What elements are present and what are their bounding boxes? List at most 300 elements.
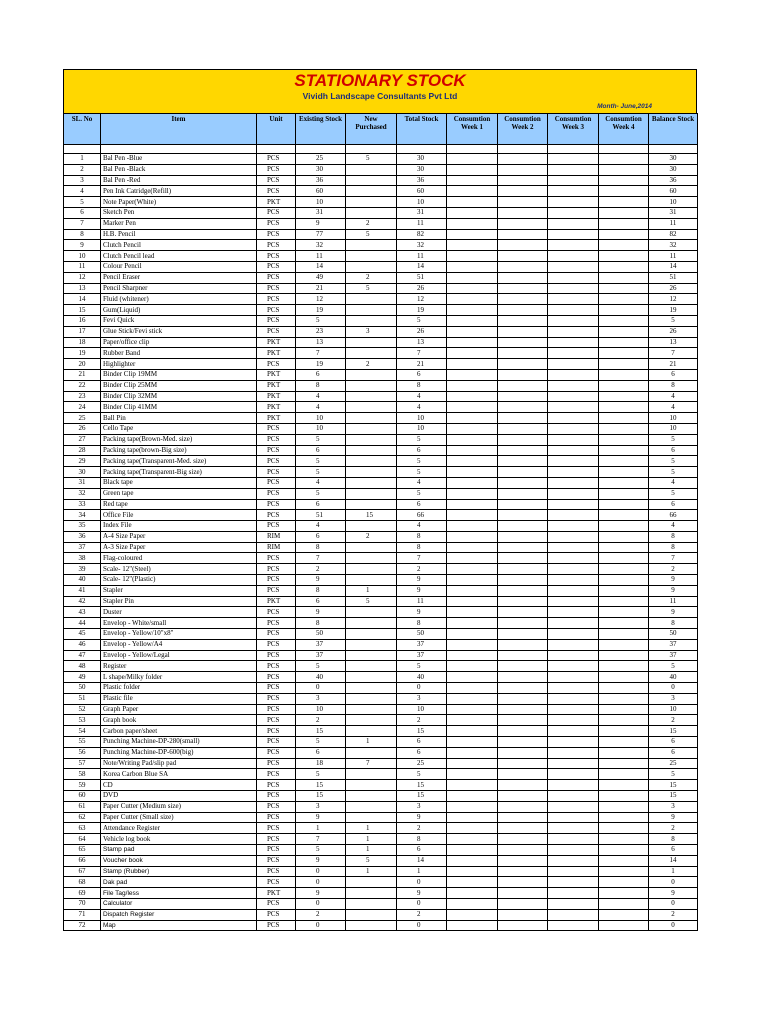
- cell-total-stock: 5: [397, 769, 447, 780]
- cell-unit: PKT: [257, 888, 296, 899]
- cell-unit: PCS: [257, 758, 296, 769]
- cell-consumption-week-2: [498, 207, 548, 218]
- cell-item: Office File: [101, 510, 257, 521]
- cell-consumption-week-4: [599, 780, 649, 791]
- table-row: [64, 186, 698, 197]
- cell-existing-stock: 7: [296, 348, 346, 359]
- table-row: [64, 683, 698, 694]
- cell-unit: PCS: [257, 704, 296, 715]
- cell-item: Attendance Register: [101, 823, 257, 834]
- cell-total-stock: 32: [397, 240, 447, 251]
- cell-item: Clutch Pencil: [101, 240, 257, 251]
- cell-consumption-week-1: [447, 348, 498, 359]
- header-unit: Unit: [257, 114, 296, 145]
- cell-unit: PCS: [257, 218, 296, 229]
- cell-new-purchased: [346, 369, 397, 380]
- cell-consumption-week-1: [447, 672, 498, 683]
- cell-consumption-week-1: [447, 618, 498, 629]
- cell-balance-stock: 2: [649, 715, 698, 726]
- cell-consumption-week-3: [548, 423, 599, 434]
- cell-existing-stock: 5: [296, 315, 346, 326]
- cell-total-stock: 15: [397, 791, 447, 802]
- cell-balance-stock: 0: [649, 920, 698, 931]
- cell-sl-no: 72: [64, 920, 101, 931]
- cell-consumption-week-1: [447, 650, 498, 661]
- cell-item: Paper Cutter (Small size): [101, 812, 257, 823]
- table-row: [64, 693, 698, 704]
- cell-balance-stock: 12: [649, 294, 698, 305]
- cell-balance-stock: 8: [649, 834, 698, 845]
- cell-consumption-week-4: [599, 650, 649, 661]
- cell-consumption-week-1: [447, 639, 498, 650]
- cell-balance-stock: 13: [649, 337, 698, 348]
- cell-existing-stock: 10: [296, 413, 346, 424]
- cell-consumption-week-2: [498, 272, 548, 283]
- cell-unit: PCS: [257, 305, 296, 316]
- cell-consumption-week-4: [599, 380, 649, 391]
- cell-consumption-week-4: [599, 542, 649, 553]
- cell-consumption-week-4: [599, 197, 649, 208]
- sheet-title: STATIONARY STOCK: [294, 71, 466, 90]
- cell-new-purchased: [346, 315, 397, 326]
- cell-sl-no: 69: [64, 888, 101, 899]
- table-row: [64, 229, 698, 240]
- cell-consumption-week-4: [599, 272, 649, 283]
- cell-consumption-week-4: [599, 434, 649, 445]
- cell-consumption-week-3: [548, 866, 599, 877]
- cell-existing-stock: 5: [296, 737, 346, 748]
- cell-unit: PCS: [257, 683, 296, 694]
- table-row: [64, 801, 698, 812]
- cell-total-stock: 2: [397, 909, 447, 920]
- cell-sl-no: 52: [64, 704, 101, 715]
- cell-total-stock: 15: [397, 726, 447, 737]
- cell-total-stock: 5: [397, 467, 447, 478]
- cell-consumption-week-1: [447, 456, 498, 467]
- cell-existing-stock: 8: [296, 585, 346, 596]
- table-row: [64, 456, 698, 467]
- table-row: [64, 920, 698, 931]
- cell-consumption-week-3: [548, 521, 599, 532]
- cell-consumption-week-2: [498, 791, 548, 802]
- cell-item: Black tape: [101, 477, 257, 488]
- cell-sl-no: 71: [64, 909, 101, 920]
- cell-consumption-week-4: [599, 456, 649, 467]
- cell-unit: PCS: [257, 510, 296, 521]
- table-row: [64, 715, 698, 726]
- cell-existing-stock: 5: [296, 467, 346, 478]
- cell-new-purchased: [346, 618, 397, 629]
- cell-item: Packing tape(Transparent-Big size): [101, 467, 257, 478]
- cell-unit: PCS: [257, 488, 296, 499]
- cell-consumption-week-2: [498, 218, 548, 229]
- cell-consumption-week-3: [548, 531, 599, 542]
- cell-sl-no: 39: [64, 564, 101, 575]
- cell-unit: PCS: [257, 791, 296, 802]
- cell-total-stock: 26: [397, 283, 447, 294]
- cell-total-stock: 2: [397, 823, 447, 834]
- table-row: [64, 823, 698, 834]
- cell-existing-stock: 13: [296, 337, 346, 348]
- cell-existing-stock: 31: [296, 207, 346, 218]
- cell-item: Graph book: [101, 715, 257, 726]
- cell-balance-stock: 10: [649, 423, 698, 434]
- cell-new-purchased: 15: [346, 510, 397, 521]
- cell-consumption-week-4: [599, 445, 649, 456]
- cell-new-purchased: [346, 661, 397, 672]
- cell-consumption-week-2: [498, 510, 548, 521]
- cell-balance-stock: 10: [649, 197, 698, 208]
- cell-consumption-week-2: [498, 877, 548, 888]
- cell-item: Packing tape(Transparent-Med. size): [101, 456, 257, 467]
- cell-consumption-week-3: [548, 704, 599, 715]
- cell-new-purchased: [346, 413, 397, 424]
- table-row: [64, 164, 698, 175]
- cell-consumption-week-4: [599, 186, 649, 197]
- cell-consumption-week-2: [498, 834, 548, 845]
- cell-consumption-week-4: [599, 704, 649, 715]
- cell-balance-stock: 60: [649, 186, 698, 197]
- cell-existing-stock: 40: [296, 672, 346, 683]
- cell-consumption-week-3: [548, 801, 599, 812]
- cell-balance-stock: 9: [649, 607, 698, 618]
- cell-existing-stock: 0: [296, 877, 346, 888]
- cell-new-purchased: [346, 240, 397, 251]
- cell-existing-stock: 14: [296, 261, 346, 272]
- cell-balance-stock: 15: [649, 726, 698, 737]
- cell-existing-stock: 32: [296, 240, 346, 251]
- cell-item: Scale- 12"(Steel): [101, 564, 257, 575]
- cell-consumption-week-1: [447, 251, 498, 262]
- cell-existing-stock: 15: [296, 791, 346, 802]
- cell-existing-stock: 7: [296, 553, 346, 564]
- cell-balance-stock: 15: [649, 780, 698, 791]
- cell-consumption-week-1: [447, 337, 498, 348]
- cell-total-stock: 15: [397, 780, 447, 791]
- cell-balance-stock: 15: [649, 791, 698, 802]
- cell-unit: PKT: [257, 369, 296, 380]
- cell-new-purchased: [346, 467, 397, 478]
- cell-consumption-week-3: [548, 791, 599, 802]
- cell-consumption-week-1: [447, 769, 498, 780]
- cell-unit: PCS: [257, 834, 296, 845]
- table-row: [64, 251, 698, 262]
- cell-consumption-week-1: [447, 499, 498, 510]
- cell-consumption-week-2: [498, 683, 548, 694]
- cell-consumption-week-4: [599, 845, 649, 856]
- cell-existing-stock: 10: [296, 423, 346, 434]
- cell-consumption-week-4: [599, 801, 649, 812]
- cell-consumption-week-4: [599, 639, 649, 650]
- cell-new-purchased: [346, 909, 397, 920]
- cell-consumption-week-4: [599, 866, 649, 877]
- cell-balance-stock: 37: [649, 639, 698, 650]
- cell-consumption-week-2: [498, 326, 548, 337]
- cell-consumption-week-4: [599, 175, 649, 186]
- cell-consumption-week-2: [498, 855, 548, 866]
- cell-consumption-week-3: [548, 629, 599, 640]
- table-row: [64, 596, 698, 607]
- cell-consumption-week-3: [548, 769, 599, 780]
- cell-balance-stock: 11: [649, 218, 698, 229]
- table-row: [64, 261, 698, 272]
- cell-consumption-week-2: [498, 380, 548, 391]
- cell-unit: PKT: [257, 402, 296, 413]
- table-row: [64, 726, 698, 737]
- cell-balance-stock: 10: [649, 704, 698, 715]
- cell-sl-no: 35: [64, 521, 101, 532]
- cell-total-stock: 13: [397, 337, 447, 348]
- cell-consumption-week-1: [447, 175, 498, 186]
- cell-sl-no: 10: [64, 251, 101, 262]
- cell-unit: PCS: [257, 272, 296, 283]
- table-row: [64, 294, 698, 305]
- cell-consumption-week-1: [447, 369, 498, 380]
- cell-unit: PCS: [257, 747, 296, 758]
- cell-consumption-week-2: [498, 499, 548, 510]
- cell-sl-no: 49: [64, 672, 101, 683]
- cell-new-purchased: [346, 747, 397, 758]
- cell-unit: PCS: [257, 251, 296, 262]
- cell-sl-no: 66: [64, 855, 101, 866]
- cell-unit: PCS: [257, 521, 296, 532]
- cell-sl-no: 22: [64, 380, 101, 391]
- cell-consumption-week-2: [498, 693, 548, 704]
- cell-sl-no: 3: [64, 175, 101, 186]
- cell-unit: PCS: [257, 639, 296, 650]
- cell-sl-no: 14: [64, 294, 101, 305]
- cell-item: A-3 Size Paper: [101, 542, 257, 553]
- cell-consumption-week-1: [447, 780, 498, 791]
- cell-item: Carbon paper/sheet: [101, 726, 257, 737]
- cell-consumption-week-1: [447, 683, 498, 694]
- cell-item: Stamp (Rubber): [101, 866, 257, 877]
- cell-balance-stock: 5: [649, 661, 698, 672]
- cell-new-purchased: [346, 175, 397, 186]
- cell-existing-stock: 25: [296, 154, 346, 165]
- cell-consumption-week-3: [548, 186, 599, 197]
- cell-item: Map: [101, 920, 257, 931]
- cell-consumption-week-1: [447, 693, 498, 704]
- cell-consumption-week-2: [498, 315, 548, 326]
- cell-new-purchased: [346, 780, 397, 791]
- cell-total-stock: 30: [397, 164, 447, 175]
- table-row: [64, 758, 698, 769]
- cell-balance-stock: 14: [649, 261, 698, 272]
- table-row: [64, 791, 698, 802]
- cell-consumption-week-2: [498, 531, 548, 542]
- cell-consumption-week-2: [498, 229, 548, 240]
- cell-consumption-week-2: [498, 542, 548, 553]
- header-row: [64, 114, 698, 145]
- cell-balance-stock: 0: [649, 898, 698, 909]
- cell-existing-stock: 9: [296, 607, 346, 618]
- cell-consumption-week-4: [599, 672, 649, 683]
- cell-consumption-week-3: [548, 467, 599, 478]
- cell-consumption-week-3: [548, 207, 599, 218]
- cell-total-stock: 6: [397, 499, 447, 510]
- cell-total-stock: 3: [397, 801, 447, 812]
- table-row: [64, 575, 698, 586]
- cell-consumption-week-2: [498, 154, 548, 165]
- cell-total-stock: 12: [397, 294, 447, 305]
- cell-sl-no: 54: [64, 726, 101, 737]
- cell-consumption-week-3: [548, 510, 599, 521]
- cell-item: Envelop - Yellow/A4: [101, 639, 257, 650]
- cell-balance-stock: 4: [649, 521, 698, 532]
- cell-sl-no: 2: [64, 164, 101, 175]
- cell-new-purchased: 5: [346, 283, 397, 294]
- cell-new-purchased: [346, 650, 397, 661]
- cell-sl-no: 31: [64, 477, 101, 488]
- table-row: [64, 845, 698, 856]
- cell-new-purchased: [346, 402, 397, 413]
- month-row: [63, 102, 697, 113]
- cell-consumption-week-2: [498, 251, 548, 262]
- cell-consumption-week-3: [548, 499, 599, 510]
- cell-new-purchased: [346, 920, 397, 931]
- cell-existing-stock: 60: [296, 186, 346, 197]
- cell-sl-no: 34: [64, 510, 101, 521]
- cell-consumption-week-1: [447, 294, 498, 305]
- cell-consumption-week-2: [498, 477, 548, 488]
- table-row: [64, 909, 698, 920]
- cell-consumption-week-3: [548, 154, 599, 165]
- cell-consumption-week-3: [548, 197, 599, 208]
- cell-unit: PCS: [257, 564, 296, 575]
- cell-existing-stock: 3: [296, 693, 346, 704]
- cell-consumption-week-1: [447, 218, 498, 229]
- cell-new-purchased: [346, 348, 397, 359]
- cell-consumption-week-4: [599, 726, 649, 737]
- cell-existing-stock: 15: [296, 726, 346, 737]
- cell-sl-no: 50: [64, 683, 101, 694]
- cell-consumption-week-2: [498, 164, 548, 175]
- cell-unit: PCS: [257, 326, 296, 337]
- cell-existing-stock: 2: [296, 715, 346, 726]
- cell-consumption-week-1: [447, 488, 498, 499]
- cell-balance-stock: 5: [649, 434, 698, 445]
- table-row: [64, 369, 698, 380]
- cell-consumption-week-1: [447, 726, 498, 737]
- cell-existing-stock: 2: [296, 909, 346, 920]
- table-row: [64, 747, 698, 758]
- cell-sl-no: 16: [64, 315, 101, 326]
- cell-unit: PKT: [257, 348, 296, 359]
- cell-item: Envelop - Yellow/Legal: [101, 650, 257, 661]
- cell-unit: PKT: [257, 413, 296, 424]
- cell-consumption-week-2: [498, 672, 548, 683]
- cell-sl-no: 38: [64, 553, 101, 564]
- cell-sl-no: 42: [64, 596, 101, 607]
- cell-consumption-week-3: [548, 348, 599, 359]
- cell-unit: PCS: [257, 175, 296, 186]
- cell-unit: PCS: [257, 186, 296, 197]
- cell-consumption-week-4: [599, 488, 649, 499]
- table-row: [64, 564, 698, 575]
- cell-consumption-week-2: [498, 639, 548, 650]
- cell-consumption-week-2: [498, 359, 548, 370]
- table-row: [64, 326, 698, 337]
- cell-item: Note/Writing Pad/slip pad: [101, 758, 257, 769]
- cell-unit: PCS: [257, 359, 296, 370]
- cell-new-purchased: [346, 499, 397, 510]
- cell-total-stock: 11: [397, 218, 447, 229]
- cell-consumption-week-4: [599, 693, 649, 704]
- cell-sl-no: 57: [64, 758, 101, 769]
- cell-consumption-week-4: [599, 229, 649, 240]
- cell-consumption-week-1: [447, 715, 498, 726]
- cell-total-stock: 5: [397, 434, 447, 445]
- cell-sl-no: 21: [64, 369, 101, 380]
- cell-consumption-week-4: [599, 564, 649, 575]
- cell-consumption-week-4: [599, 758, 649, 769]
- cell-sl-no: 29: [64, 456, 101, 467]
- cell-item: Stamp pad: [101, 845, 257, 856]
- cell-consumption-week-4: [599, 834, 649, 845]
- cell-item: Fevi Quick: [101, 315, 257, 326]
- cell-consumption-week-3: [548, 898, 599, 909]
- cell-consumption-week-2: [498, 575, 548, 586]
- cell-consumption-week-3: [548, 218, 599, 229]
- cell-consumption-week-2: [498, 467, 548, 478]
- header-existing-stock: Existing Stock: [296, 114, 346, 145]
- cell-consumption-week-1: [447, 402, 498, 413]
- cell-unit: PCS: [257, 240, 296, 251]
- cell-new-purchased: [346, 801, 397, 812]
- cell-total-stock: 31: [397, 207, 447, 218]
- table-row: [64, 445, 698, 456]
- cell-sl-no: 63: [64, 823, 101, 834]
- stock-rows: [64, 145, 698, 931]
- cell-total-stock: 37: [397, 639, 447, 650]
- cell-new-purchased: [346, 207, 397, 218]
- cell-new-purchased: 2: [346, 272, 397, 283]
- table-row: [64, 207, 698, 218]
- table-row: [64, 834, 698, 845]
- table-row: [64, 154, 698, 165]
- cell-consumption-week-4: [599, 207, 649, 218]
- cell-total-stock: 26: [397, 326, 447, 337]
- cell-new-purchased: [346, 715, 397, 726]
- cell-balance-stock: 6: [649, 369, 698, 380]
- cell-item: Dak pad: [101, 877, 257, 888]
- cell-sl-no: 30: [64, 467, 101, 478]
- cell-consumption-week-1: [447, 888, 498, 899]
- cell-new-purchased: [346, 812, 397, 823]
- cell-existing-stock: 6: [296, 369, 346, 380]
- cell-sl-no: 48: [64, 661, 101, 672]
- cell-consumption-week-3: [548, 672, 599, 683]
- cell-item: Korea Carbon Blue SA: [101, 769, 257, 780]
- cell-consumption-week-1: [447, 229, 498, 240]
- cell-unit: PCS: [257, 737, 296, 748]
- cell-existing-stock: 0: [296, 683, 346, 694]
- cell-consumption-week-2: [498, 413, 548, 424]
- cell-balance-stock: 66: [649, 510, 698, 521]
- cell-consumption-week-3: [548, 413, 599, 424]
- cell-total-stock: 4: [397, 402, 447, 413]
- cell-consumption-week-2: [498, 780, 548, 791]
- cell-consumption-week-2: [498, 812, 548, 823]
- cell-item: Packing tape(Brown-Med. size): [101, 434, 257, 445]
- cell-existing-stock: 10: [296, 704, 346, 715]
- cell-existing-stock: 11: [296, 251, 346, 262]
- cell-consumption-week-2: [498, 283, 548, 294]
- cell-consumption-week-3: [548, 305, 599, 316]
- cell-balance-stock: 30: [649, 154, 698, 165]
- cell-item: Graph Paper: [101, 704, 257, 715]
